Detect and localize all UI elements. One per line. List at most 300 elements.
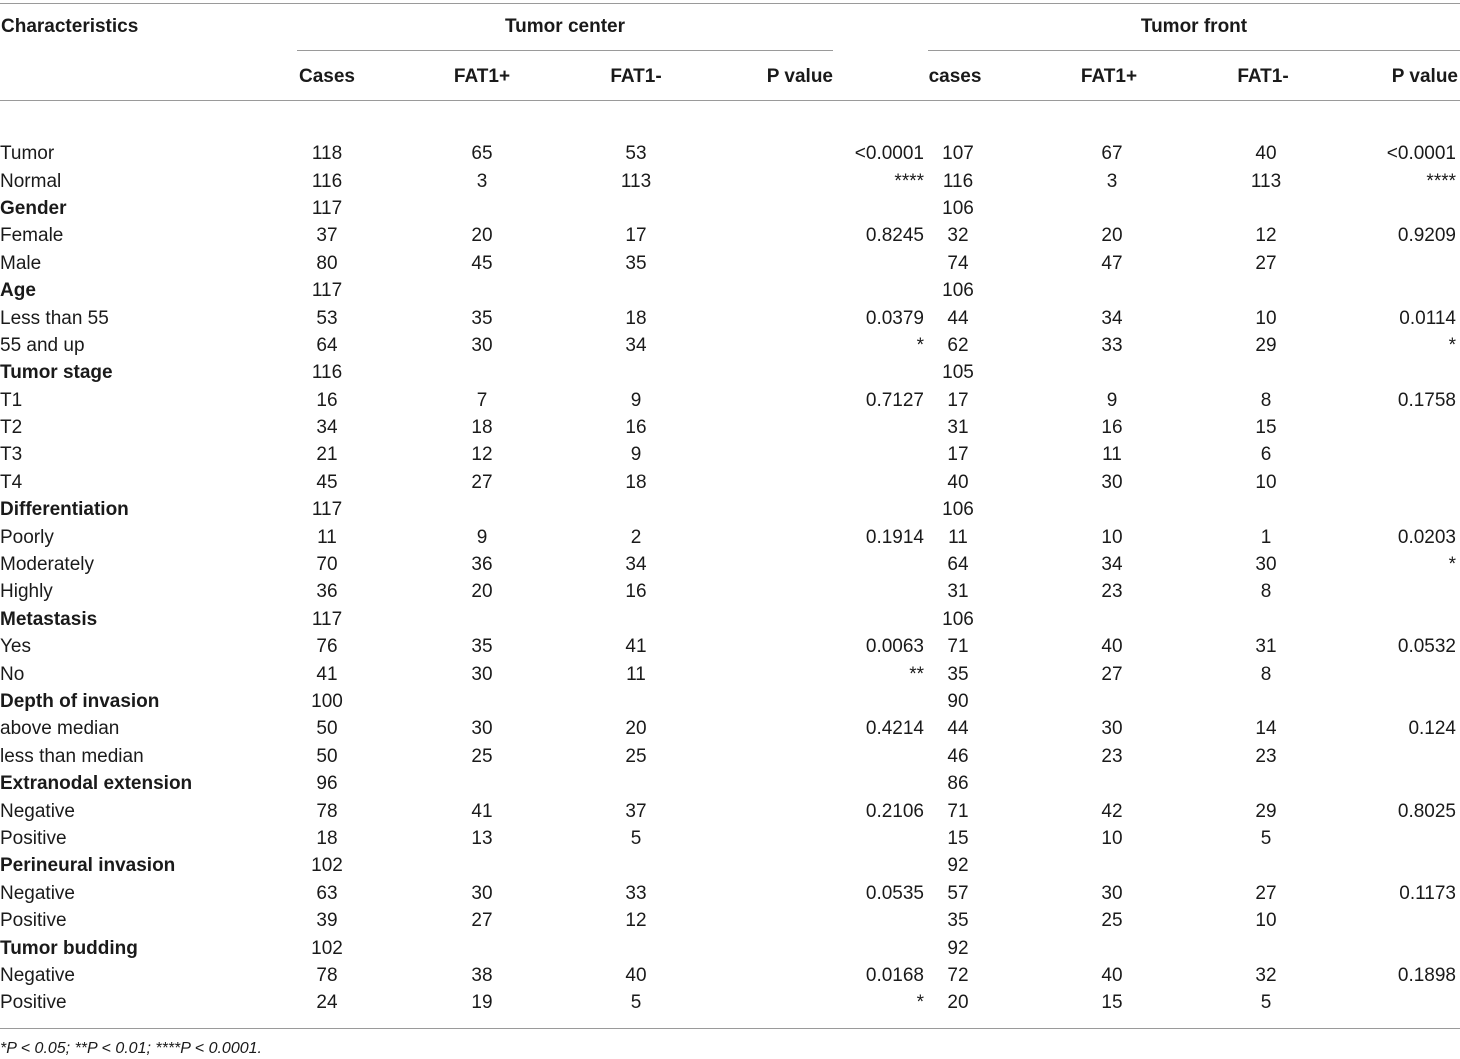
spacer-cell xyxy=(532,743,586,770)
front-fat1-neg-cell: 6 xyxy=(1260,444,1272,466)
center-pvalue-cell: **** xyxy=(894,170,924,192)
spacer-cell xyxy=(532,140,586,167)
table-row xyxy=(0,167,1460,194)
center-fat1-pos-cell xyxy=(432,195,532,222)
center-fat1-neg-cell xyxy=(586,606,686,633)
row-label: Yes xyxy=(0,636,31,658)
spacer-cell xyxy=(357,852,432,879)
row-label: above median xyxy=(0,718,120,740)
front-fat1-neg-cell: 31 xyxy=(1255,636,1277,658)
spacer-cell xyxy=(532,606,586,633)
front-cases-cell: 92 xyxy=(947,855,969,877)
front-fat1-pos-cell: 15 xyxy=(1101,992,1123,1014)
spacer-cell xyxy=(1162,934,1216,961)
front-pvalue-cell: 0.8025 xyxy=(1397,800,1456,822)
front-fat1-pos-cell xyxy=(1062,606,1162,633)
center-pvalue-cell: ** xyxy=(909,663,924,685)
front-cases-cell: 35 xyxy=(947,663,969,685)
front-cases-cell: 11 xyxy=(948,526,968,548)
front-fat1-neg-cell: 113 xyxy=(1250,170,1282,192)
front-fat1-pos-cell: 9 xyxy=(1106,389,1118,411)
center-cases-cell: 117 xyxy=(311,280,343,302)
spacer-cell xyxy=(1162,660,1216,687)
center-cases-cell: 102 xyxy=(311,855,343,877)
front-pvalue-cell xyxy=(1360,250,1460,277)
spacer-cell xyxy=(1162,578,1216,605)
front-fat1-neg-cell: 8 xyxy=(1260,581,1272,603)
spacer-cell xyxy=(357,825,432,852)
spacer-cell xyxy=(1316,441,1360,468)
table-row xyxy=(0,469,1460,496)
spacer-cell xyxy=(532,688,586,715)
spacer-cell xyxy=(532,715,586,742)
spacer-cell xyxy=(357,743,432,770)
front-pvalue-cell: * xyxy=(1448,554,1456,576)
center-pvalue-cell xyxy=(733,250,928,277)
row-label: T2 xyxy=(0,417,23,439)
spacer-cell xyxy=(686,797,733,824)
front-fat1-neg-cell xyxy=(1216,496,1316,523)
table-row xyxy=(0,414,1460,441)
spacer-cell xyxy=(1316,551,1360,578)
front-fat1-neg-cell: 10 xyxy=(1255,910,1277,932)
front-fat1-pos-cell: 67 xyxy=(1101,143,1123,165)
front-pvalue-cell xyxy=(1360,578,1460,605)
front-fat1-pos-cell xyxy=(1062,277,1162,304)
spacer-cell xyxy=(1316,606,1360,633)
spacer-cell xyxy=(532,551,586,578)
table-row xyxy=(0,332,1460,359)
spacer-cell xyxy=(1316,332,1360,359)
center-fat1-neg-cell xyxy=(586,359,686,386)
spacer-cell xyxy=(686,304,733,331)
spacer-cell xyxy=(357,907,432,934)
center-cases-cell: 50 xyxy=(316,718,338,740)
spacer-cell xyxy=(988,523,1062,550)
center-cases-cell: 16 xyxy=(316,389,338,411)
center-cases-cell: 118 xyxy=(311,143,343,165)
front-fat1-neg-cell: 23 xyxy=(1255,745,1277,767)
table-row xyxy=(0,222,1460,249)
spacer-cell xyxy=(532,880,586,907)
center-fat1-pos-cell: 18 xyxy=(471,417,493,439)
center-fat1-pos-cell: 19 xyxy=(471,992,493,1014)
center-pvalue-cell xyxy=(733,606,928,633)
center-pvalue-cell xyxy=(733,469,928,496)
center-fat1-neg-cell xyxy=(586,688,686,715)
center-fat1-pos-cell: 12 xyxy=(471,444,493,466)
spacer-cell xyxy=(686,989,733,1016)
center-pvalue-cell: 0.0063 xyxy=(865,636,924,658)
spacer-cell xyxy=(988,304,1062,331)
front-pvalue-cell: 0.0532 xyxy=(1397,636,1456,658)
spacer-cell xyxy=(532,387,586,414)
front-fat1-neg-cell: 40 xyxy=(1255,143,1277,165)
spacer-cell xyxy=(1162,304,1216,331)
center-fat1-pos-cell: 41 xyxy=(471,800,493,822)
center-fat1-pos-cell: 30 xyxy=(471,663,493,685)
front-fat1-pos-cell: 40 xyxy=(1101,636,1123,658)
spacer-cell xyxy=(1316,797,1360,824)
spacer-cell xyxy=(988,578,1062,605)
spacer-cell xyxy=(532,304,586,331)
table-row xyxy=(0,962,1460,989)
center-fat1-neg-cell: 5 xyxy=(630,992,642,1014)
spacer-cell xyxy=(686,167,733,194)
table-row xyxy=(0,551,1460,578)
front-fat1-neg-cell xyxy=(1216,195,1316,222)
spacer-cell xyxy=(357,195,432,222)
spacer-cell xyxy=(1162,469,1216,496)
front-fat1-neg-cell: 15 xyxy=(1255,417,1277,439)
front-pvalue-cell: <0.0001 xyxy=(1386,143,1456,165)
center-fat1-neg-cell: 17 xyxy=(625,225,647,247)
spacer-cell xyxy=(988,606,1062,633)
center-fat1-pos-cell xyxy=(432,852,532,879)
front-fat1-pos-cell xyxy=(1062,359,1162,386)
spacer-cell xyxy=(686,523,733,550)
header-center-fat1-pos: FAT1+ xyxy=(453,66,511,87)
center-cases-cell: 36 xyxy=(316,581,338,603)
row-label: Moderately xyxy=(0,554,94,576)
front-cases-cell: 15 xyxy=(947,827,969,849)
center-pvalue-cell: 0.0379 xyxy=(865,307,924,329)
front-fat1-pos-cell xyxy=(1062,195,1162,222)
spacer-cell xyxy=(357,770,432,797)
front-pvalue-cell xyxy=(1360,688,1460,715)
front-pvalue-cell xyxy=(1360,195,1460,222)
center-fat1-neg-cell: 9 xyxy=(630,444,642,466)
spacer-cell xyxy=(357,140,432,167)
table-row xyxy=(0,441,1460,468)
spacer-cell xyxy=(1162,496,1216,523)
spacer-cell xyxy=(1162,359,1216,386)
center-pvalue-cell: * xyxy=(916,334,924,356)
spacer-cell xyxy=(988,880,1062,907)
spacer-cell xyxy=(357,359,432,386)
front-pvalue-cell: 0.9209 xyxy=(1397,225,1456,247)
front-fat1-neg-cell: 10 xyxy=(1255,471,1277,493)
front-cases-cell: 106 xyxy=(942,499,974,521)
group-label: Depth of invasion xyxy=(0,691,160,712)
spacer-cell xyxy=(988,332,1062,359)
center-pvalue-cell: 0.8245 xyxy=(865,225,924,247)
spacer-cell xyxy=(532,414,586,441)
center-pvalue-cell xyxy=(733,907,928,934)
center-cases-cell: 78 xyxy=(316,964,338,986)
group-label: Tumor budding xyxy=(0,937,138,959)
front-cases-cell: 74 xyxy=(947,252,969,274)
spacer-cell xyxy=(1316,387,1360,414)
center-fat1-pos-cell: 3 xyxy=(476,170,488,192)
spacer-cell xyxy=(988,797,1062,824)
center-cases-cell: 116 xyxy=(311,362,343,384)
header-center-pvalue: P value xyxy=(766,66,833,87)
spacer-cell xyxy=(988,359,1062,386)
spacer-cell xyxy=(1316,660,1360,687)
front-fat1-pos-cell: 34 xyxy=(1101,554,1123,576)
spacer-cell xyxy=(357,277,432,304)
spacer-cell xyxy=(988,441,1062,468)
spacer-cell xyxy=(357,797,432,824)
row-label: Highly xyxy=(0,581,53,603)
spacer-cell xyxy=(532,660,586,687)
center-fat1-neg-cell: 37 xyxy=(625,800,647,822)
spacer-cell xyxy=(988,715,1062,742)
front-fat1-pos-cell: 42 xyxy=(1101,800,1123,822)
front-fat1-neg-cell: 27 xyxy=(1255,882,1277,904)
spacer-cell xyxy=(357,606,432,633)
center-cases-cell: 34 xyxy=(316,417,338,439)
center-fat1-pos-cell: 30 xyxy=(471,718,493,740)
front-fat1-pos-cell: 23 xyxy=(1101,581,1123,603)
table-row xyxy=(0,578,1460,605)
front-pvalue-cell: 0.0114 xyxy=(1399,307,1456,329)
row-label: Positive xyxy=(0,992,67,1014)
table-row xyxy=(0,715,1460,742)
group-label: Gender xyxy=(0,197,67,219)
table-row xyxy=(0,743,1460,770)
spacer-cell xyxy=(988,907,1062,934)
spacer-cell xyxy=(686,222,733,249)
header-center-cases: Cases xyxy=(299,66,355,87)
center-fat1-neg-cell xyxy=(586,195,686,222)
spacer-cell xyxy=(686,743,733,770)
front-cases-cell: 92 xyxy=(947,937,969,959)
front-fat1-pos-cell: 23 xyxy=(1101,745,1123,767)
spacer-cell xyxy=(988,496,1062,523)
spacer-cell xyxy=(532,496,586,523)
spacer-cell xyxy=(1162,250,1216,277)
spacer-cell xyxy=(357,222,432,249)
spacer-cell xyxy=(686,907,733,934)
center-pvalue-cell: 0.0535 xyxy=(865,882,924,904)
front-cases-cell: 44 xyxy=(947,307,969,329)
table-row xyxy=(0,880,1460,907)
center-fat1-neg-cell: 20 xyxy=(625,718,647,740)
center-fat1-pos-cell xyxy=(432,496,532,523)
spacer-cell xyxy=(1316,825,1360,852)
header-center-fat1-neg: FAT1- xyxy=(610,66,662,87)
group-label: Perineural invasion xyxy=(0,855,176,877)
center-cases-cell: 80 xyxy=(316,252,338,274)
front-fat1-neg-cell: 12 xyxy=(1255,225,1277,247)
front-cases-cell: 32 xyxy=(947,225,969,247)
tumor-front-rule xyxy=(928,50,1460,51)
spacer-cell xyxy=(1162,606,1216,633)
center-fat1-neg-cell: 16 xyxy=(625,417,647,439)
front-cases-cell: 57 xyxy=(947,882,969,904)
spacer-cell xyxy=(1316,523,1360,550)
front-fat1-pos-cell xyxy=(1062,496,1162,523)
spacer-cell xyxy=(357,523,432,550)
front-cases-cell: 64 xyxy=(947,554,969,576)
spacer-cell xyxy=(1316,304,1360,331)
front-fat1-neg-cell: 30 xyxy=(1255,554,1277,576)
spacer-cell xyxy=(532,359,586,386)
spacer-cell xyxy=(686,934,733,961)
front-fat1-pos-cell: 30 xyxy=(1101,882,1123,904)
spacer-cell xyxy=(357,387,432,414)
spacer-cell xyxy=(532,770,586,797)
row-label: T1 xyxy=(0,389,23,411)
table-row xyxy=(0,195,1460,222)
spacer-cell xyxy=(532,989,586,1016)
spacer-cell xyxy=(357,880,432,907)
center-pvalue-cell xyxy=(733,578,928,605)
table-row xyxy=(0,496,1460,523)
front-cases-cell: 35 xyxy=(947,910,969,932)
center-fat1-neg-cell: 12 xyxy=(625,910,647,932)
spacer-cell xyxy=(1316,852,1360,879)
spacer-cell xyxy=(1162,770,1216,797)
group-label: Extranodal extension xyxy=(0,773,193,795)
spacer-cell xyxy=(1316,469,1360,496)
center-pvalue-cell xyxy=(733,195,928,222)
center-fat1-pos-cell: 38 xyxy=(471,964,493,986)
center-cases-cell: 41 xyxy=(316,663,338,685)
spacer-cell xyxy=(1162,414,1216,441)
spacer-cell xyxy=(357,304,432,331)
header-front-fat1-neg: FAT1- xyxy=(1237,66,1289,87)
row-label: Negative xyxy=(0,800,75,822)
center-cases-cell: 117 xyxy=(311,499,343,521)
front-fat1-neg-cell xyxy=(1216,606,1316,633)
front-cases-cell: 90 xyxy=(947,691,969,712)
spacer-cell xyxy=(1162,715,1216,742)
center-fat1-pos-cell xyxy=(432,359,532,386)
front-pvalue-cell xyxy=(1360,441,1460,468)
row-label: Male xyxy=(0,252,42,274)
row-label: Poorly xyxy=(0,526,54,548)
spacer-cell xyxy=(988,250,1062,277)
spacer-cell xyxy=(357,633,432,660)
spacer-cell xyxy=(988,688,1062,715)
row-label: T3 xyxy=(0,444,23,466)
table-row xyxy=(0,523,1460,550)
spacer-cell xyxy=(1316,359,1360,386)
table-body xyxy=(0,140,1460,1017)
center-fat1-pos-cell xyxy=(432,934,532,961)
spacer-cell xyxy=(357,989,432,1016)
spacer-cell xyxy=(988,660,1062,687)
center-fat1-neg-cell: 34 xyxy=(625,334,647,356)
spacer-cell xyxy=(357,660,432,687)
front-cases-cell: 20 xyxy=(947,992,969,1014)
center-fat1-neg-cell: 2 xyxy=(630,526,642,548)
table-row xyxy=(0,907,1460,934)
spacer-cell xyxy=(357,578,432,605)
spacer-cell xyxy=(1316,989,1360,1016)
spacer-cell xyxy=(988,469,1062,496)
front-cases-cell: 17 xyxy=(947,444,969,466)
spacer-cell xyxy=(1316,962,1360,989)
spacer-cell xyxy=(532,222,586,249)
center-fat1-pos-cell: 27 xyxy=(471,471,493,493)
spacer-cell xyxy=(686,441,733,468)
front-pvalue-cell xyxy=(1360,277,1460,304)
center-cases-cell: 37 xyxy=(316,225,338,247)
table-row xyxy=(0,304,1460,331)
front-pvalue-cell xyxy=(1360,469,1460,496)
table-row xyxy=(0,250,1460,277)
spacer-cell xyxy=(1316,250,1360,277)
front-fat1-pos-cell xyxy=(1062,852,1162,879)
front-cases-cell: 105 xyxy=(942,362,974,384)
spacer-cell xyxy=(988,195,1062,222)
spacer-cell xyxy=(1316,743,1360,770)
front-pvalue-cell: 0.124 xyxy=(1408,718,1456,740)
front-fat1-pos-cell: 34 xyxy=(1101,307,1123,329)
spacer-cell xyxy=(988,140,1062,167)
spacer-cell xyxy=(686,140,733,167)
spacer-cell xyxy=(1162,140,1216,167)
spacer-cell xyxy=(1316,770,1360,797)
center-fat1-neg-cell: 40 xyxy=(625,964,647,986)
spacer-cell xyxy=(532,195,586,222)
front-fat1-pos-cell: 30 xyxy=(1101,471,1123,493)
center-pvalue-cell: 0.0168 xyxy=(865,964,924,986)
spacer-cell xyxy=(686,770,733,797)
spacer-cell xyxy=(1162,633,1216,660)
center-cases-cell: 21 xyxy=(316,444,338,466)
center-fat1-pos-cell: 35 xyxy=(471,307,493,329)
center-fat1-neg-cell: 35 xyxy=(625,252,647,274)
center-cases-cell: 63 xyxy=(316,882,338,904)
front-fat1-neg-cell: 5 xyxy=(1260,827,1272,849)
spacer-cell xyxy=(686,660,733,687)
spacer-cell xyxy=(1316,880,1360,907)
spacer-cell xyxy=(1162,167,1216,194)
spacer-cell xyxy=(532,277,586,304)
spacer-cell xyxy=(1316,715,1360,742)
front-cases-cell: 46 xyxy=(947,745,969,767)
center-pvalue-cell xyxy=(733,496,928,523)
front-pvalue-cell xyxy=(1360,934,1460,961)
front-cases-cell: 62 xyxy=(947,334,969,356)
table-row xyxy=(0,387,1460,414)
spacer-cell xyxy=(1162,852,1216,879)
spacer-cell xyxy=(1316,934,1360,961)
spacer-cell xyxy=(357,167,432,194)
spacer-cell xyxy=(1316,222,1360,249)
spacer-cell xyxy=(532,962,586,989)
spacer-cell xyxy=(1162,551,1216,578)
spacer-cell xyxy=(686,606,733,633)
center-cases-cell: 78 xyxy=(316,800,338,822)
center-fat1-neg-cell xyxy=(586,496,686,523)
front-cases-cell: 107 xyxy=(942,143,974,165)
spacer-cell xyxy=(357,962,432,989)
spacer-cell xyxy=(686,578,733,605)
spacer-cell xyxy=(988,167,1062,194)
spacer-cell xyxy=(1162,195,1216,222)
front-pvalue-cell xyxy=(1360,989,1460,1016)
front-fat1-neg-cell: 8 xyxy=(1260,389,1272,411)
center-fat1-pos-cell xyxy=(432,770,532,797)
spacer-cell xyxy=(1162,825,1216,852)
front-fat1-pos-cell: 3 xyxy=(1106,170,1118,192)
table-row xyxy=(0,770,1460,797)
spacer-cell xyxy=(1162,688,1216,715)
row-label: Negative xyxy=(0,964,75,986)
row-label: Tumor xyxy=(0,143,55,165)
spacer-cell xyxy=(1316,496,1360,523)
front-cases-cell: 40 xyxy=(947,471,969,493)
front-cases-cell: 72 xyxy=(947,964,969,986)
center-pvalue-cell xyxy=(733,277,928,304)
center-fat1-neg-cell: 33 xyxy=(625,882,647,904)
